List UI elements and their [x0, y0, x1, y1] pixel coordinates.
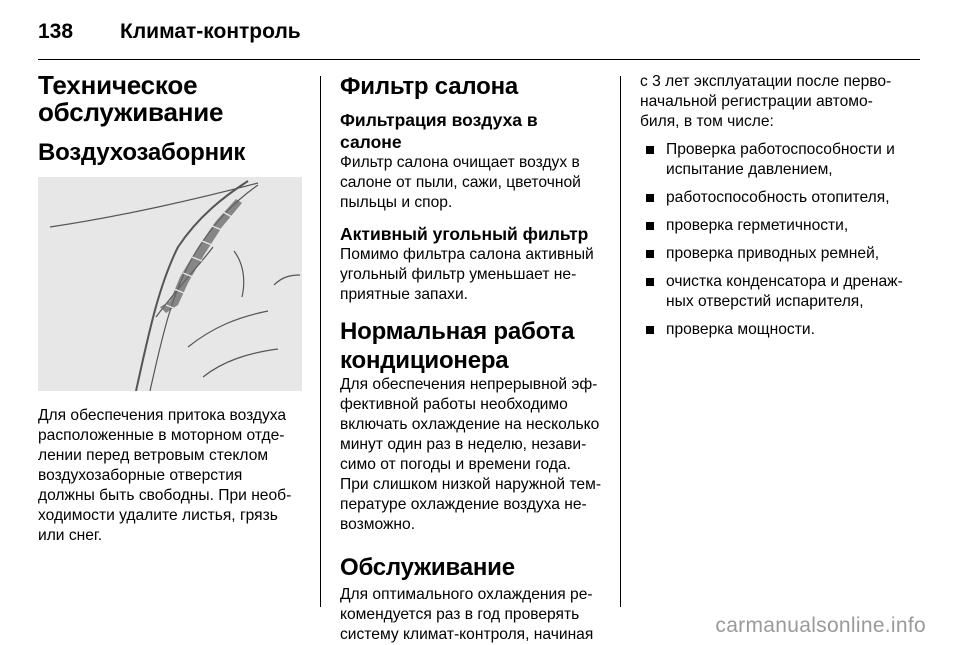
- cabin-air-filtration-subheading: Фильтрация воздуха в салоне: [340, 110, 538, 152]
- section-heading-line: Техническое: [38, 70, 198, 100]
- watermark: carmanualsonline.info: [715, 614, 926, 637]
- heading-line: Нормальная работа: [340, 318, 575, 345]
- text-line: комендуется раз в год проверять: [340, 606, 580, 623]
- air-intake-drawing: [38, 177, 302, 391]
- section-title: Климат-контроль: [120, 20, 301, 43]
- column-left: [38, 72, 306, 546]
- ac-operation-heading: [340, 317, 602, 375]
- text-line: Для обеспечения непрерывной эф-: [340, 376, 598, 393]
- text-line: симо от погоды и времени года.: [340, 456, 571, 473]
- section-heading: [38, 72, 306, 126]
- hood-crease: [203, 349, 278, 377]
- text-line: воздухозаборные отверстия: [38, 467, 243, 484]
- column-divider-2: [620, 76, 621, 607]
- square-bullet-icon: [646, 194, 654, 202]
- text-line: систему климат-контроля, начиная: [340, 626, 594, 643]
- text-line: угольный фильтр уменьшает не-: [340, 266, 577, 283]
- list-item-text: очистка конденсатора и дренаж-: [666, 273, 903, 290]
- square-bullet-icon: [646, 326, 654, 334]
- maintenance-text: [340, 585, 602, 645]
- engine-bay-curve: [234, 251, 244, 297]
- square-bullet-icon: [646, 278, 654, 286]
- text-line: начальной регистрации автомо-: [640, 93, 873, 110]
- text-line: фективной работы необходимо: [340, 396, 568, 413]
- check-list: [640, 140, 908, 340]
- list-item-text: испытание давлением,: [666, 161, 833, 178]
- square-bullet-icon: [646, 222, 654, 230]
- text-line: При слишком низкой наружной тем-: [340, 476, 602, 493]
- text-line: лении перед ветровым стеклом: [38, 447, 269, 464]
- air-intake-illustration: [38, 177, 302, 391]
- text-line: должны быть свободны. При необ-: [38, 487, 292, 504]
- text-line: с 3 лет эксплуатации после перво-: [640, 73, 892, 90]
- maintenance-heading: Обслуживание: [340, 554, 515, 581]
- text-line: или снег.: [38, 527, 103, 544]
- list-item: [640, 320, 908, 340]
- charcoal-filter-text: [340, 245, 602, 305]
- text-line: пыльцы и спор.: [340, 194, 453, 211]
- text-line: Помимо фильтра салона активный: [340, 246, 594, 263]
- list-item-text: работоспособность отопителя,: [666, 189, 890, 206]
- list-item: [640, 188, 908, 208]
- text-line: минут один раз в неделю, незави-: [340, 436, 587, 453]
- list-item-text: ных отверстий испарителя,: [666, 293, 864, 310]
- text-line: расположенные в моторном отде-: [38, 427, 285, 444]
- list-item-text: проверка мощности.: [666, 321, 815, 338]
- header-rule: [38, 59, 920, 60]
- cabin-filter-text: [340, 153, 602, 213]
- section-heading-line: обслуживание: [38, 97, 224, 127]
- text-line: приятные запахи.: [340, 286, 469, 303]
- list-item-text: Проверка работоспособности и: [666, 141, 895, 158]
- ac-operation-text: [340, 375, 602, 535]
- square-bullet-icon: [646, 146, 654, 154]
- text-line: ходимости удалите листья, грязь: [38, 507, 278, 524]
- text-line: пературе охлаждение воздуха не-: [340, 496, 587, 513]
- charcoal-filter-subheading: Активный угольный фильтр: [340, 224, 589, 244]
- text-line: включать охлаждение на несколько: [340, 416, 600, 433]
- list-item: [640, 216, 908, 236]
- hood-crease: [188, 311, 268, 347]
- text-line: Для оптимального охлаждения ре-: [340, 586, 593, 603]
- page-number: 138: [38, 20, 74, 43]
- list-item: [640, 140, 908, 180]
- text-line: Для обеспечения притока воздуха: [38, 407, 287, 424]
- cabin-filter-heading: Фильтр салона: [340, 73, 519, 100]
- text-line: Фильтр салона очищает воздух в: [340, 154, 580, 171]
- text-line: салоне от пыли, сажи, цветочной: [340, 174, 581, 191]
- text-line: биля, в том числе:: [640, 113, 774, 130]
- column-right: [640, 72, 908, 348]
- air-intake-heading: Воздухозаборник: [38, 139, 246, 166]
- list-item: [640, 272, 908, 312]
- air-intake-text: [38, 406, 306, 546]
- text-line: возможно.: [340, 516, 416, 533]
- column-middle: [340, 72, 602, 645]
- list-item: [640, 244, 908, 264]
- maintenance-continued-text: [640, 72, 908, 132]
- list-item-text: проверка герметичности,: [666, 217, 849, 234]
- square-bullet-icon: [646, 250, 654, 258]
- heading-line: кондиционера: [340, 347, 509, 374]
- hood-edge: [274, 275, 300, 285]
- list-item-text: проверка приводных ремней,: [666, 245, 880, 262]
- column-divider-1: [320, 76, 321, 607]
